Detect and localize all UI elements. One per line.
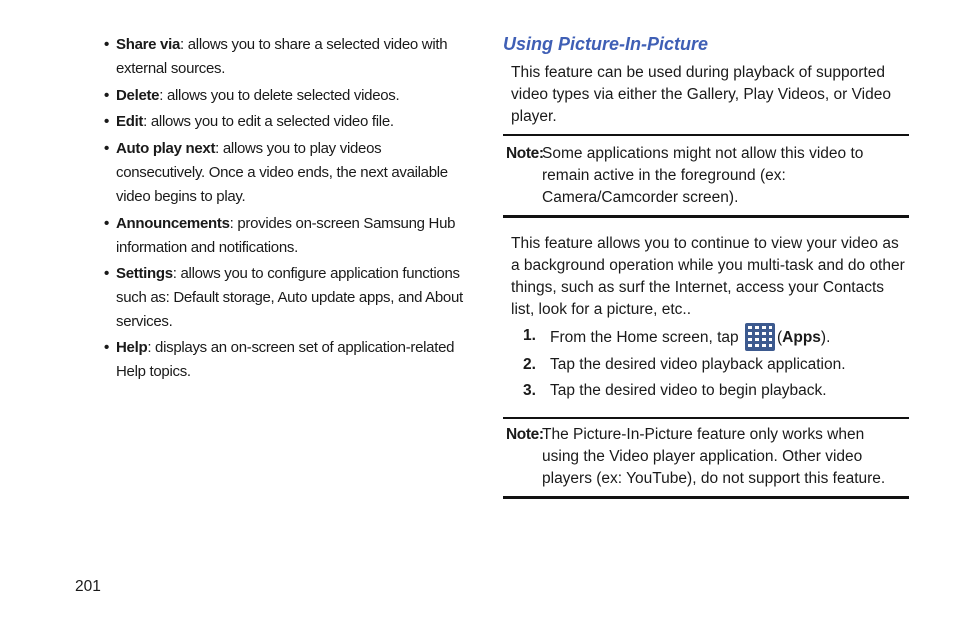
note-label: Note:	[506, 145, 544, 162]
bullet-help	[104, 336, 466, 384]
page-number: 201	[75, 578, 101, 595]
bullet-settings	[104, 262, 466, 334]
body-paragraph: This feature allows you to continue to view your video as a background operation while you multi-task and do other things, such as surf the Internet, access your Contacts list, look for a picture, etc..	[511, 235, 905, 318]
bullet-dot: •	[104, 265, 109, 282]
note-bottom-rule	[503, 215, 909, 218]
apps-label: Apps	[782, 329, 821, 346]
bullet-desc: : allows you to edit a selected video file.	[143, 113, 394, 130]
note-label: Note:	[506, 426, 544, 443]
bullet-share-via	[104, 33, 466, 81]
bullet-desc: : allows you to configure application functions such as: Default storage, Auto update apps, and About services.	[116, 265, 463, 330]
intro-paragraph: This feature can be used during playback of supported video types via either the Gallery, Play Videos, or Video player.	[511, 64, 891, 125]
step-text: Tap the desired video to begin playback.	[550, 382, 827, 399]
bullet-desc: : allows you to play videos consecutively. Once a video ends, the next available video begins to play.	[116, 140, 448, 205]
bullet-dot: •	[104, 140, 109, 157]
bullet-desc: : allows you to delete selected videos.	[159, 87, 400, 104]
bullet-desc: : allows you to share a selected video with external sources.	[116, 36, 448, 77]
step-text: From the Home screen, tap	[550, 329, 739, 346]
bullet-dot: •	[104, 339, 109, 356]
bullet-dot: •	[104, 215, 109, 232]
step-3	[503, 380, 909, 402]
step-paren-close: ).	[820, 329, 831, 346]
right-column	[503, 32, 909, 499]
bullet-term: Delete	[116, 87, 160, 104]
bullet-term: Edit	[116, 113, 144, 130]
note-box-2	[503, 424, 909, 490]
bullet-term: Auto play next	[116, 140, 216, 157]
apps-grid-icon	[745, 323, 775, 351]
note-top-rule	[503, 134, 909, 136]
step-number: 1.	[523, 327, 536, 344]
bullet-delete	[104, 84, 466, 108]
step-text: Tap the desired video playback application.	[550, 356, 846, 373]
note-bottom-rule	[503, 496, 909, 499]
steps-list	[503, 323, 909, 402]
bullet-term: Share via	[116, 36, 181, 53]
step-1	[503, 323, 909, 351]
note-top-rule	[503, 417, 909, 419]
bullet-term: Announcements	[116, 215, 230, 232]
left-column	[104, 33, 466, 384]
bullet-auto-play-next	[104, 137, 466, 209]
bullet-edit	[104, 110, 466, 134]
bullet-desc: : provides on-screen Samsung Hub information and notifications.	[116, 215, 456, 256]
bullet-dot: •	[104, 36, 109, 53]
step-2	[503, 354, 909, 376]
bullet-dot: •	[104, 87, 109, 104]
step-paren-open: (	[776, 329, 783, 346]
bullet-desc: : displays an on-screen set of application-related Help topics.	[116, 339, 455, 380]
section-heading: Using Picture-In-Picture	[503, 34, 709, 54]
bullet-announcements	[104, 212, 466, 260]
note-box-1	[503, 143, 909, 209]
note-text: Some applications might not allow this video to remain active in the foreground (ex: Camera/Camcorder screen).	[542, 145, 864, 206]
bullet-term: Settings	[116, 265, 173, 282]
note-text: The Picture-In-Picture feature only works when using the Video player application. Other video players (ex: YouTube), do not support this feature.	[542, 426, 886, 487]
step-number: 3.	[523, 382, 536, 399]
bullet-dot: •	[104, 113, 109, 130]
bullet-term: Help	[116, 339, 148, 356]
step-number: 2.	[523, 356, 536, 373]
